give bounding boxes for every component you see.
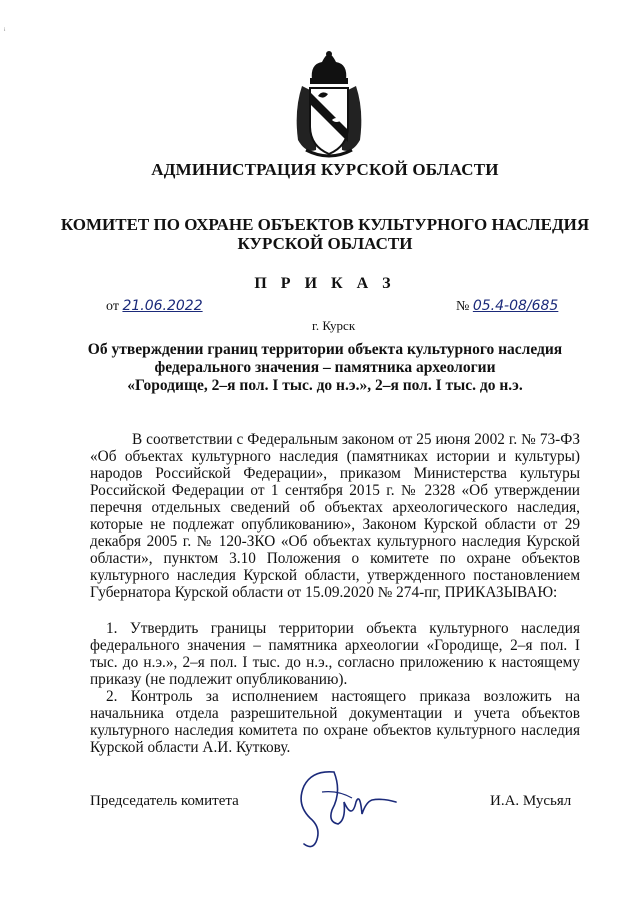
order-subject (60, 341, 590, 395)
order-item-1: 1. Утвердить границы территории объекта культурного наследия федерального значения – памятника археологии «Городище, 2–я пол. I тыс. до н.э.», 2–я пол. I тыс. до н.э., согласно приложению к настоящему приказу (не подлежит опубликованию). (90, 620, 580, 688)
subject-line-1: Об утверждении границ территории объекта культурного наследия (87, 341, 563, 358)
handwritten-signature (282, 762, 402, 852)
subject-line-3: «Городище, 2–я пол. I тыс. до н.э.», 2–я пол. I тыс. до н.э. (127, 377, 523, 394)
number-value: 05.4-08/685 (472, 298, 559, 314)
document-type: П Р И К А З (254, 275, 396, 292)
date-label: от (106, 299, 119, 314)
administration-title: АДМИНИСТРАЦИЯ КУРСКОЙ ОБЛАСТИ (151, 160, 499, 179)
committee-line-2: КУРСКОЙ ОБЛАСТИ (237, 234, 413, 253)
number-field (456, 298, 558, 315)
subject-line-2: федерального значения – памятника археологии (154, 359, 496, 376)
date-value: 21.06.2022 (122, 298, 203, 314)
number-label: № (456, 299, 470, 314)
kursk-coat-of-arms-icon (288, 50, 370, 162)
corner-mark: ᵢ (4, 22, 6, 32)
signatory-position: Председатель комитета (90, 793, 239, 809)
signatory-name: И.А. Мусьял (490, 793, 572, 809)
city: г. Курск (312, 318, 356, 333)
preamble-paragraph: В соответствии с Федеральным законом от 25 июня 2002 г. № 73-ФЗ «Об объектах культурного наследия (памятниках истории и культуры) народов Российской Федерации», приказом Министерства культуры Российской Федерации от 1 сентября 2015 г. № 2328 «Об утверждении перечня отдельных сведений об объектах археологического наследия, которые не подлежат опубликованию», Законом Курской области от 29 декабря 2005 г. № 120-ЗКО «Об объектах культурного наследия Курской области», пунктом 3.10 Положения о комитете по охране объектов культурного наследия Курской области, утвержденного постановлением Губернатора Курской области от 15.09.2020 № 274-пг, ПРИКАЗЫВАЮ: (90, 431, 580, 601)
date-field (106, 298, 203, 315)
committee-title (60, 215, 590, 253)
committee-line-1: КОМИТЕТ ПО ОХРАНЕ ОБЪЕКТОВ КУЛЬТУРНОГО НАСЛЕДИЯ (60, 215, 590, 234)
order-item-2: 2. Контроль за исполнением настоящего приказа возложить на начальника отдела разрешительной документации и учета объектов культурного наследия комитета по охране объектов культурного наследия Курской области А.И. Куткову. (90, 688, 580, 756)
